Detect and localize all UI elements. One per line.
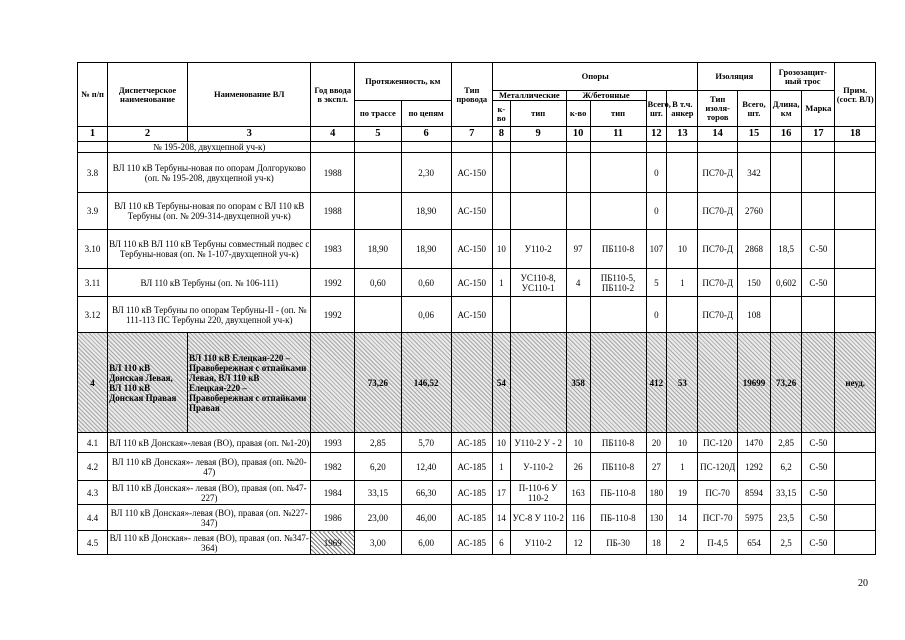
row-insulator-type: ПС70-Д: [698, 230, 737, 269]
row-number: 4.5: [78, 531, 108, 555]
row-line-name: ВЛ 110 кВ ВЛ 110 кВ Тербуны совместный подвес с Тербуны-новая (оп. № 1-107-двухцепной уч-к): [108, 230, 311, 269]
row-length-circuits: 0,06: [401, 297, 451, 333]
table-row: [78, 531, 876, 555]
summary-insulator-type: [698, 333, 737, 433]
row-wire-type: АС-185: [451, 481, 493, 505]
row-concrete-type: ПБ110-8: [590, 453, 646, 481]
col-num-cell: 17: [802, 127, 835, 142]
row-line-name: ВЛ 110 кВ Тербуны по опорам Тербуны-II - (оп. № 111-113 ПС Тербуны 220, двухцепной уч-к): [108, 297, 311, 333]
row-concrete-type: ПБ-110-8: [590, 481, 646, 505]
row-insulator-total: 150: [737, 269, 770, 297]
summary-dispatch-name: ВЛ 110 кВ Донская Левая, ВЛ 110 кВ Донская Правая: [108, 333, 188, 433]
hdr-total-count: Всего, шт.: [646, 91, 667, 127]
row-insulator-total: 108: [737, 297, 770, 333]
row-anchor: 14: [667, 505, 698, 531]
equipment-table-page: [77, 62, 876, 568]
summary-concrete-qty: 358: [566, 333, 590, 433]
hdr-ground-wire-group: Грозозащит-ный трос: [771, 63, 835, 91]
row-gw-length: 6,2: [771, 453, 802, 481]
row-number: 4.2: [78, 453, 108, 481]
row-concrete-qty: 12: [566, 531, 590, 555]
row-length-route: [355, 193, 402, 230]
row-note: [835, 433, 876, 453]
col-num-cell: 8: [493, 127, 511, 142]
hdr-insulator-total: Всего, шт.: [737, 91, 770, 127]
row-metal-type: У-110-2: [510, 453, 566, 481]
table-row: [78, 505, 876, 531]
row-insulator-total: 2760: [737, 193, 770, 230]
row-metal-qty: [493, 142, 511, 153]
row-metal-qty: 1: [493, 453, 511, 481]
row-metal-type: У110-2: [510, 531, 566, 555]
row-year: 1993: [311, 433, 355, 453]
row-metal-qty: 6: [493, 531, 511, 555]
row-length-circuits: 2,30: [401, 153, 451, 193]
row-insulator-total: 8594: [737, 481, 770, 505]
row-number: 3.8: [78, 153, 108, 193]
row-note: [835, 269, 876, 297]
row-number: 4.4: [78, 505, 108, 531]
summary-wire-type: [451, 333, 493, 433]
row-year: 1992: [311, 297, 355, 333]
row-length-route: 23,00: [355, 505, 402, 531]
row-insulator-type: [698, 142, 737, 153]
row-insulator-total: 2868: [737, 230, 770, 269]
hdr-note: Прим. (сост. ВЛ): [835, 63, 876, 127]
row-note: [835, 481, 876, 505]
row-metal-type: УС-8 У 110-2: [510, 505, 566, 531]
row-length-circuits: 12,40: [401, 453, 451, 481]
summary-line-name: ВЛ 110 кВ Елецкая-220 – Правобережная с отпайками Левая, ВЛ 110 кВ Елецкая-220 – Правобережная с отпайками Правая: [187, 333, 310, 433]
row-length-route: [355, 142, 402, 153]
summary-length-route: 73,26: [355, 333, 402, 433]
row-metal-type: [510, 193, 566, 230]
summary-length-circuits: 146,52: [401, 333, 451, 433]
col-num-cell: 2: [108, 127, 188, 142]
col-num-cell: 13: [667, 127, 698, 142]
row-note: [835, 531, 876, 555]
row-note: [835, 297, 876, 333]
row-total-count: 5: [646, 269, 667, 297]
row-year: [311, 142, 355, 153]
row-length-circuits: 0,60: [401, 269, 451, 297]
row-insulator-type: ПС-70: [698, 481, 737, 505]
hdr-length-group: Протяженность, км: [355, 63, 452, 101]
row-gw-length: 0,602: [771, 269, 802, 297]
table-row: [78, 481, 876, 505]
row-gw-brand: С-50: [802, 481, 835, 505]
row-concrete-qty: 26: [566, 453, 590, 481]
row-total-count: 18: [646, 531, 667, 555]
row-line-name: ВЛ 110 кВ Донская»- левая (ВО), правая (оп. №47-227): [108, 481, 311, 505]
row-metal-qty: 10: [493, 230, 511, 269]
row-insulator-type: ПС-120Д: [698, 453, 737, 481]
row-number: [78, 142, 108, 153]
row-wire-type: АС-150: [451, 230, 493, 269]
row-year: 1984: [311, 481, 355, 505]
column-number-row: [78, 127, 876, 142]
row-year: 1988: [311, 193, 355, 230]
row-total-count: [646, 142, 667, 153]
hdr-gw-length: Длина, км: [771, 91, 802, 127]
hdr-metal-type: тип: [510, 101, 566, 127]
hdr-anchor: В т.ч. анкер: [667, 91, 698, 127]
hdr-number: № п/п: [78, 63, 108, 127]
col-num-cell: 6: [401, 127, 451, 142]
row-wire-type: АС-150: [451, 193, 493, 230]
row-metal-type: П-110-6 У 110-2: [510, 481, 566, 505]
row-anchor: 1: [667, 453, 698, 481]
col-num-cell: 14: [698, 127, 737, 142]
hdr-gw-brand: Марка: [802, 91, 835, 127]
summary-note: неуд.: [835, 333, 876, 433]
row-concrete-type: ПБ110-8: [590, 433, 646, 453]
row-wire-type: АС-185: [451, 453, 493, 481]
row-metal-type: У110-2: [510, 230, 566, 269]
row-anchor: 2: [667, 531, 698, 555]
hdr-length-circuits: по цепям: [401, 101, 451, 127]
row-gw-length: [771, 153, 802, 193]
row-line-name: ВЛ 110 кВ Тербуны-новая по опорам с ВЛ 110 кВ Тербуны (оп. № 209-314-двухцепной уч-к): [108, 193, 311, 230]
summary-metal-qty: 54: [493, 333, 511, 433]
hdr-insulator-type: Тип изоля-торов: [698, 91, 737, 127]
row-concrete-qty: 4: [566, 269, 590, 297]
row-note: [835, 230, 876, 269]
row-metal-qty: 1: [493, 269, 511, 297]
row-note: [835, 193, 876, 230]
row-note: [835, 505, 876, 531]
row-concrete-qty: [566, 142, 590, 153]
col-num-cell: 5: [355, 127, 402, 142]
table-row: [78, 153, 876, 193]
hdr-metal-group: Металлические: [493, 91, 567, 101]
row-concrete-type: ПБ110-8: [590, 230, 646, 269]
col-num-cell: 15: [737, 127, 770, 142]
row-year: 1986: [311, 505, 355, 531]
row-anchor: 19: [667, 481, 698, 505]
row-length-circuits: 46,00: [401, 505, 451, 531]
table-row: [78, 269, 876, 297]
hdr-concrete-group: Ж/бетонные: [566, 91, 646, 101]
hdr-dispatch-name: Диспетчерское наименование: [108, 63, 188, 127]
row-metal-qty: 17: [493, 481, 511, 505]
row-total-count: 0: [646, 193, 667, 230]
hdr-metal-qty: к-во: [493, 101, 511, 127]
row-concrete-type: ПБ110-5, ПБ110-2: [590, 269, 646, 297]
row-wire-type: АС-150: [451, 153, 493, 193]
table-row: [78, 142, 876, 153]
summary-concrete-type: [590, 333, 646, 433]
row-gw-length: 18,5: [771, 230, 802, 269]
row-concrete-type: [590, 193, 646, 230]
summary-number: 4: [78, 333, 108, 433]
row-concrete-qty: 10: [566, 433, 590, 453]
row-total-count: 0: [646, 297, 667, 333]
row-gw-length: [771, 142, 802, 153]
row-concrete-type: [590, 153, 646, 193]
summary-year: [311, 333, 355, 433]
row-line-name: ВЛ 110 кВ Тербуны (оп. № 106-111): [108, 269, 311, 297]
row-gw-length: 33,15: [771, 481, 802, 505]
row-length-route: 2,85: [355, 433, 402, 453]
row-length-route: 3,00: [355, 531, 402, 555]
col-num-cell: 3: [187, 127, 310, 142]
row-line-name: ВЛ 110 кВ Тербуны-новая по опорам Долгоруково (оп. № 195-208, двухцепной уч-к): [108, 153, 311, 193]
table-row: [78, 193, 876, 230]
row-metal-type: [510, 297, 566, 333]
row-gw-brand: [802, 153, 835, 193]
row-concrete-qty: [566, 297, 590, 333]
table-row: [78, 297, 876, 333]
row-concrete-type: ПБ-110-8: [590, 505, 646, 531]
row-number: 4.1: [78, 433, 108, 453]
row-metal-type: У110-2 У - 2: [510, 433, 566, 453]
row-total-count: 20: [646, 433, 667, 453]
row-length-circuits: 18,90: [401, 230, 451, 269]
row-insulator-total: 5975: [737, 505, 770, 531]
row-length-route: 0,60: [355, 269, 402, 297]
col-num-cell: 4: [311, 127, 355, 142]
col-num-cell: 10: [566, 127, 590, 142]
row-gw-length: 23,5: [771, 505, 802, 531]
row-concrete-type: [590, 142, 646, 153]
row-year: 1988: [311, 153, 355, 193]
row-anchor: 10: [667, 433, 698, 453]
summary-total-count: 412: [646, 333, 667, 433]
hdr-supports-group: Опоры: [493, 63, 698, 91]
col-num-cell: 7: [451, 127, 493, 142]
row-gw-brand: С-50: [802, 453, 835, 481]
row-line-name: ВЛ 110 кВ Донская»-левая (ВО), правая (оп. №227-347): [108, 505, 311, 531]
col-num-cell: 11: [590, 127, 646, 142]
row-metal-type: [510, 153, 566, 193]
table-row: [78, 453, 876, 481]
row-length-circuits: 5,70: [401, 433, 451, 453]
col-num-cell: 16: [771, 127, 802, 142]
row-year: 1983: [311, 230, 355, 269]
row-insulator-total: 654: [737, 531, 770, 555]
row-gw-brand: [802, 193, 835, 230]
row-metal-type: УС110-8, УС110-1: [510, 269, 566, 297]
summary-anchor: 53: [667, 333, 698, 433]
hdr-length-route: по трассе: [355, 101, 402, 127]
row-wire-type: АС-150: [451, 269, 493, 297]
summary-gw-brand: [802, 333, 835, 433]
col-num-cell: 12: [646, 127, 667, 142]
col-num-cell: 9: [510, 127, 566, 142]
row-metal-qty: [493, 193, 511, 230]
row-number: 3.12: [78, 297, 108, 333]
row-gw-length: [771, 297, 802, 333]
row-gw-brand: [802, 297, 835, 333]
row-length-route: [355, 297, 402, 333]
row-insulator-total: [737, 142, 770, 153]
row-total-count: 107: [646, 230, 667, 269]
row-year: 1969: [311, 531, 355, 555]
row-line-name: ВЛ 110 кВ Донская»- левая (ВО), правая (оп. №20-47): [108, 453, 311, 481]
row-metal-qty: [493, 153, 511, 193]
hdr-concrete-qty: к-во: [566, 101, 590, 127]
hdr-insulation-group: Изоляция: [698, 63, 771, 91]
summary-insulator-total: 19699: [737, 333, 770, 433]
row-concrete-qty: [566, 193, 590, 230]
row-anchor: [667, 193, 698, 230]
row-insulator-type: ПС70-Д: [698, 297, 737, 333]
row-wire-type: АС-185: [451, 433, 493, 453]
row-anchor: 1: [667, 269, 698, 297]
row-length-route: [355, 153, 402, 193]
row-gw-length: 2,85: [771, 433, 802, 453]
row-number: 3.9: [78, 193, 108, 230]
row-concrete-qty: 116: [566, 505, 590, 531]
row-insulator-type: ПСГ-70: [698, 505, 737, 531]
row-metal-type: [510, 142, 566, 153]
summary-metal-type: [510, 333, 566, 433]
row-concrete-qty: [566, 153, 590, 193]
row-insulator-total: 1292: [737, 453, 770, 481]
row-length-circuits: 66,30: [401, 481, 451, 505]
row-insulator-type: ПС70-Д: [698, 153, 737, 193]
row-gw-brand: С-50: [802, 269, 835, 297]
row-concrete-qty: 163: [566, 481, 590, 505]
row-insulator-type: ПС-120: [698, 433, 737, 453]
row-wire-type: АС-185: [451, 505, 493, 531]
row-length-route: 6,20: [355, 453, 402, 481]
row-gw-length: [771, 193, 802, 230]
row-gw-brand: С-50: [802, 531, 835, 555]
row-line-name: ВЛ 110 кВ Донская»-левая (ВО), правая (оп. №1-20): [108, 433, 311, 453]
page-number: 20: [858, 578, 868, 589]
row-wire-type: АС-185: [451, 531, 493, 555]
power-lines-table: [77, 62, 876, 555]
row-wire-type: АС-150: [451, 297, 493, 333]
col-num-cell: 1: [78, 127, 108, 142]
row-note: [835, 453, 876, 481]
hdr-year: Год ввода в экспл.: [311, 63, 355, 127]
hdr-line-name: Наименование ВЛ: [187, 63, 310, 127]
hdr-concrete-type: тип: [590, 101, 646, 127]
row-concrete-type: [590, 297, 646, 333]
row-length-route: 33,15: [355, 481, 402, 505]
row-gw-brand: С-50: [802, 433, 835, 453]
row-anchor: [667, 142, 698, 153]
row-length-circuits: 18,90: [401, 193, 451, 230]
row-concrete-type: ПБ-30: [590, 531, 646, 555]
row-insulator-type: П-4,5: [698, 531, 737, 555]
row-length-circuits: 6,00: [401, 531, 451, 555]
row-total-count: 130: [646, 505, 667, 531]
table-row: [78, 230, 876, 269]
row-anchor: [667, 153, 698, 193]
row-gw-brand: [802, 142, 835, 153]
hdr-wire-type: Тип провода: [451, 63, 493, 127]
row-wire-type: [451, 142, 493, 153]
row-gw-brand: С-50: [802, 505, 835, 531]
row-length-circuits: [401, 142, 451, 153]
row-insulator-type: ПС70-Д: [698, 193, 737, 230]
row-insulator-type: ПС70-Д: [698, 269, 737, 297]
row-gw-length: 2,5: [771, 531, 802, 555]
row-total-count: 0: [646, 153, 667, 193]
table-row: [78, 433, 876, 453]
summary-row: [78, 333, 876, 433]
row-metal-qty: [493, 297, 511, 333]
row-total-count: 180: [646, 481, 667, 505]
row-year: 1992: [311, 269, 355, 297]
summary-gw-length: 73,26: [771, 333, 802, 433]
row-gw-brand: С-50: [802, 230, 835, 269]
row-note: [835, 153, 876, 193]
row-note: [835, 142, 876, 153]
row-length-route: 18,90: [355, 230, 402, 269]
row-total-count: 27: [646, 453, 667, 481]
row-metal-qty: 10: [493, 433, 511, 453]
row-concrete-qty: 97: [566, 230, 590, 269]
col-num-cell: 18: [835, 127, 876, 142]
row-insulator-total: 342: [737, 153, 770, 193]
row-number: 4.3: [78, 481, 108, 505]
row-insulator-total: 1470: [737, 433, 770, 453]
row-line-name: № 195-208, двухцепной уч-к): [108, 142, 311, 153]
row-line-name: ВЛ 110 кВ Донская»- левая (ВО), правая (оп. №347-364): [109, 532, 309, 553]
row-metal-qty: 14: [493, 505, 511, 531]
row-number: 3.11: [78, 269, 108, 297]
row-number: 3.10: [78, 230, 108, 269]
row-anchor: 10: [667, 230, 698, 269]
row-year: 1982: [311, 453, 355, 481]
row-anchor: [667, 297, 698, 333]
